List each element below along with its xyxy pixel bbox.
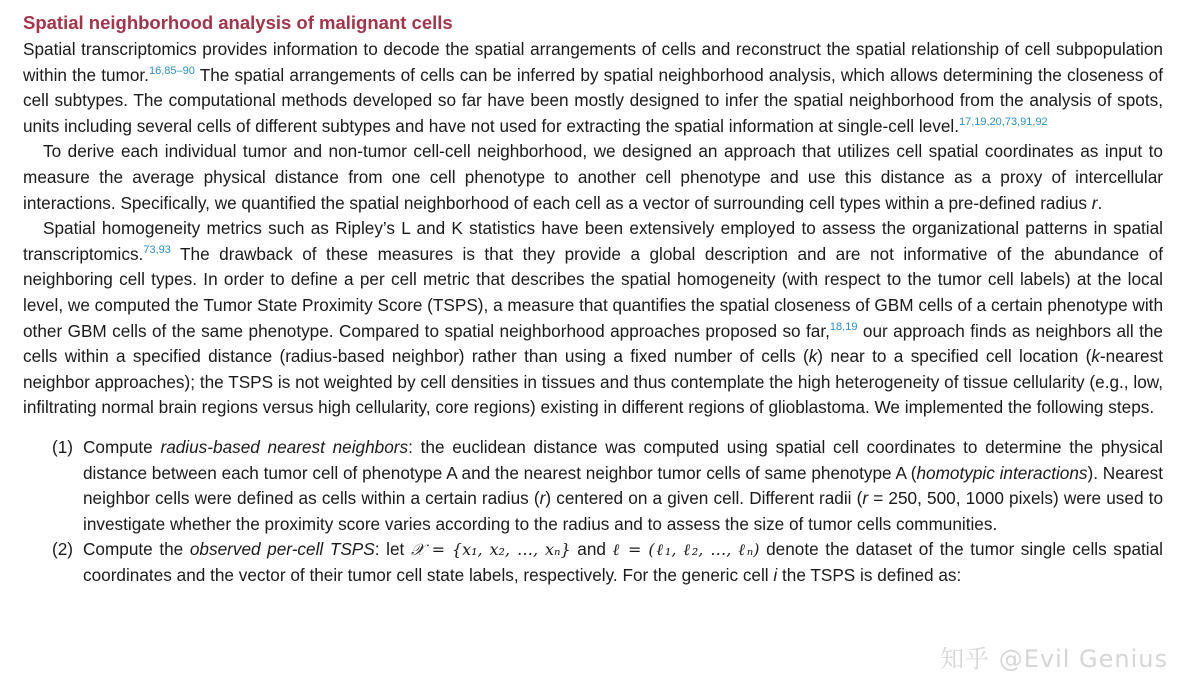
text: The spatial arrangements of cells can be inferred by spatial neighborhood analysis, which allows determining the closeness of cell subtypes. The computational methods developed so far have been mostly designed to infer the spatial neighborhood from the analysis of spots, units including several cells of different subtypes and have not used for extracting the spatial information at single-cell level.	[23, 64, 1163, 136]
text: our approach finds as neighbors all the cells within a specified distance (radius-based neighbor) rather than using a fixed number of cells (	[23, 320, 1163, 367]
list-number: (2)	[52, 539, 74, 560]
text: and	[570, 539, 613, 560]
text: Spatial transcriptomics provides information to decode the spatial arrangements of cells and reconstruct the spatial relationship of cell subpopulation within the tumor.	[23, 39, 1163, 85]
math-expression: ℓ = (ℓ₁, ℓ₂, …, ℓₙ)	[612, 540, 760, 560]
text: Spatial homogeneity metrics such as Ripley’s L and K statistics have been extensively employed to assess the organizational patterns in spatial transcriptomics.	[23, 218, 1163, 264]
math-variable: r	[539, 488, 546, 509]
text: Compute	[83, 436, 161, 457]
math-variable: r	[1091, 192, 1098, 213]
math-variable: k	[808, 346, 818, 367]
text: : the euclidean distance was computed using spatial cell coordinates to determine the physical distance between each tumor cell of phenotype A and the nearest neighbor tumor cells of same phenotype A (	[83, 436, 1163, 483]
emphasis: observed per-cell TSPS	[189, 539, 375, 560]
citation-link[interactable]: 18,19	[829, 320, 858, 333]
text: The drawback of these measures is that they provide a global description and are not informative of the abundance of neighboring cell types. In order to define a per cell metric that describes the spatial homogeneity (with respect to the tumor cell labels) at the local level, we computed the Tumor State Proximity Score (TSPS), a measure that quantifies the spatial closeness of GBM cells of a certain phenotype with other GBM cells of the same phenotype. Compared to spatial neighborhood approaches proposed so far,	[23, 243, 1163, 341]
watermark: 知乎 @Evil Genius	[940, 645, 1168, 673]
text: .	[1097, 192, 1103, 213]
text: = 250, 500, 1000 pixels) were used to investigate whether the proximity score varies according to the radius and to assess the size of tumor cells communities.	[83, 488, 1164, 534]
text: ) centered on a given cell. Different radii (	[545, 488, 863, 509]
text: -nearest neighbor approaches); the TSPS is not weighted by cell densities in tissues and thus contemplate the high heterogeneity of tissue cellularity (e.g., low, infiltrating normal brain regions versus high cellularity, core regions) existing in different regions of glioblastoma. We implemented the following steps.	[23, 346, 1163, 418]
list-item-step-1	[23, 435, 1163, 537]
math-variable: r	[862, 488, 869, 509]
emphasis: homotypic interactions	[916, 462, 1088, 483]
section-title: Spatial neighborhood analysis of malignant cells	[23, 12, 453, 33]
article-section	[23, 10, 1163, 588]
math-variable: i	[773, 564, 778, 585]
math-expression: 𝒳 = {x₁, x₂, …, xₙ}	[410, 540, 571, 560]
text: : let	[374, 539, 411, 560]
paragraph-approach	[23, 139, 1163, 216]
list-item-step-2	[23, 537, 1163, 588]
text: To derive each individual tumor and non-tumor cell-cell neighborhood, we designed an approach that utilizes cell spatial coordinates as input to measure the average physical distance from one cell phenotype to another cell phenotype and use this distance as a proxy of intercellular interactions. Specifically, we quantified the spatial neighborhood of each cell as a vector of surrounding cell types within a pre-defined radius	[23, 141, 1163, 213]
text: Compute the	[83, 539, 190, 560]
citation-link[interactable]: 16,85–90	[148, 64, 195, 77]
text: ) near to a specified cell location (	[817, 346, 1092, 367]
list-number: (1)	[52, 436, 74, 457]
paragraph-tsps	[23, 216, 1163, 421]
math-variable: k	[1091, 346, 1100, 367]
steps-list	[23, 435, 1163, 589]
paragraph-intro	[23, 37, 1163, 139]
citation-link[interactable]: 17,19,20,73,91,92	[958, 115, 1048, 128]
text: ). Nearest neighbor cells were defined as cells within a certain radius (	[83, 462, 1163, 509]
text: the TSPS is defined as:	[777, 564, 962, 585]
emphasis: radius-based nearest neighbors	[160, 436, 409, 457]
text: denote the dataset of the tumor single cells spatial coordinates and the vector of their tumor cell state labels, respectively. For the generic cell	[83, 539, 1163, 585]
citation-link[interactable]: 73,93	[143, 243, 171, 256]
